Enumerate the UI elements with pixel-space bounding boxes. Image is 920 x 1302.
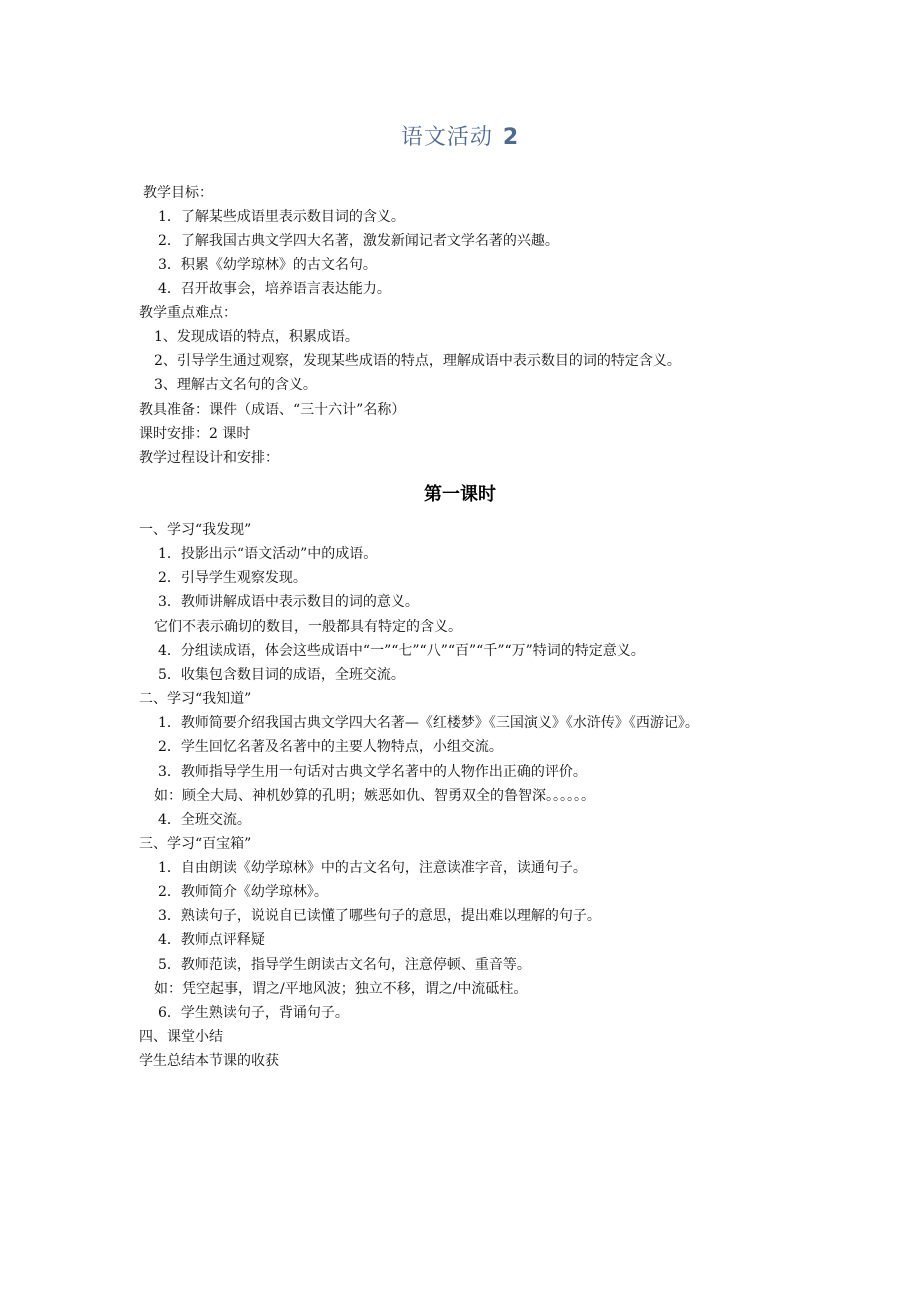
part1-item: 它们不表示确切的数目，一般都具有特定的含义。 xyxy=(154,619,462,635)
document-title-text: 语文活动 xyxy=(400,125,493,150)
part3-item: 3．熟读句子，说说自已读懂了哪些句子的意思，提出难以理解的句子。 xyxy=(158,908,601,924)
part4-text: 学生总结本节课的收获 xyxy=(139,1053,279,1069)
part3-heading: 三、学习“百宝箱” xyxy=(139,836,252,852)
part3-item: 4．教师点评释疑 xyxy=(158,932,265,948)
process-heading: 教学过程设计和安排： xyxy=(139,450,279,466)
part4-heading: 四、课堂小结 xyxy=(139,1029,223,1045)
part2-item: 3．教师指导学生用一句话对古典文学名著中的人物作出正确的评价。 xyxy=(158,764,587,780)
document-title xyxy=(0,120,920,151)
part3-item: 如：凭空起事，谓之/平地风波；独立不移，谓之/中流砥柱。 xyxy=(154,981,528,997)
objective-item: 2．了解我国古典文学四大名著，激发新闻记者文学名著的兴趣。 xyxy=(158,233,559,249)
part1-item: 1．投影出示“语文活动”中的成语。 xyxy=(158,546,378,562)
part2-item: 2．学生回忆名著及名著中的主要人物特点，小组交流。 xyxy=(158,739,503,755)
part2-item: 4．全班交流。 xyxy=(158,812,251,828)
part2-item: 如：顾全大局、神机妙算的孔明；嫉恶如仇、智勇双全的鲁智深。。。。。。 xyxy=(154,788,595,804)
objectives-heading: 教学目标： xyxy=(143,185,213,201)
objective-item: 3．积累《幼学琼林》的古文名句。 xyxy=(158,257,377,273)
part1-item: 4．分组读成语，体会这些成语中“一”“七”“八”“百”“千”“万”特词的特定意义。 xyxy=(158,643,645,659)
schedule-line: 课时安排：2 课时 xyxy=(139,426,251,442)
part1-heading: 一、学习“我发现” xyxy=(139,522,252,538)
part3-item: 5．教师范读，指导学生朗读古文名句，注意停顿、重音等。 xyxy=(158,957,531,973)
part3-item: 6．学生熟读句子，背诵句子。 xyxy=(158,1005,349,1021)
objective-item: 1．了解某些成语里表示数目词的含义。 xyxy=(158,209,405,225)
part1-item: 5．收集包含数目词的成语，全班交流。 xyxy=(158,667,405,683)
key-point-item: 2、引导学生通过观察，发现某些成语的特点，理解成语中表示数目的词的特定含义。 xyxy=(154,353,681,369)
document-title-number: 2 xyxy=(502,125,520,150)
materials-line: 教具准备：课件（成语、“三十六计”名称） xyxy=(139,402,406,418)
part2-item: 1．教师简要介绍我国古典文学四大名著—《红楼梦》《三国演义》《水浒传》《西游记》。 xyxy=(158,715,699,731)
objective-item: 4．召开故事会，培养语言表达能力。 xyxy=(158,281,391,297)
key-point-item: 3、理解古文名句的含义。 xyxy=(154,377,317,393)
part3-item: 2．教师简介《幼学琼林》。 xyxy=(158,884,328,900)
key-point-item: 1、发现成语的特点，积累成语。 xyxy=(154,329,359,345)
part1-item: 2．引导学生观察发现。 xyxy=(158,570,307,586)
key-points-heading: 教学重点难点： xyxy=(139,305,237,321)
part3-item: 1．自由朗读《幼学琼林》中的古文名句，注意读准字音，读通句子。 xyxy=(158,860,587,876)
part1-item: 3．教师讲解成语中表示数目的词的意义。 xyxy=(158,594,419,610)
lesson-title: 第一课时 xyxy=(424,484,496,505)
part2-heading: 二、学习“我知道” xyxy=(139,691,252,707)
